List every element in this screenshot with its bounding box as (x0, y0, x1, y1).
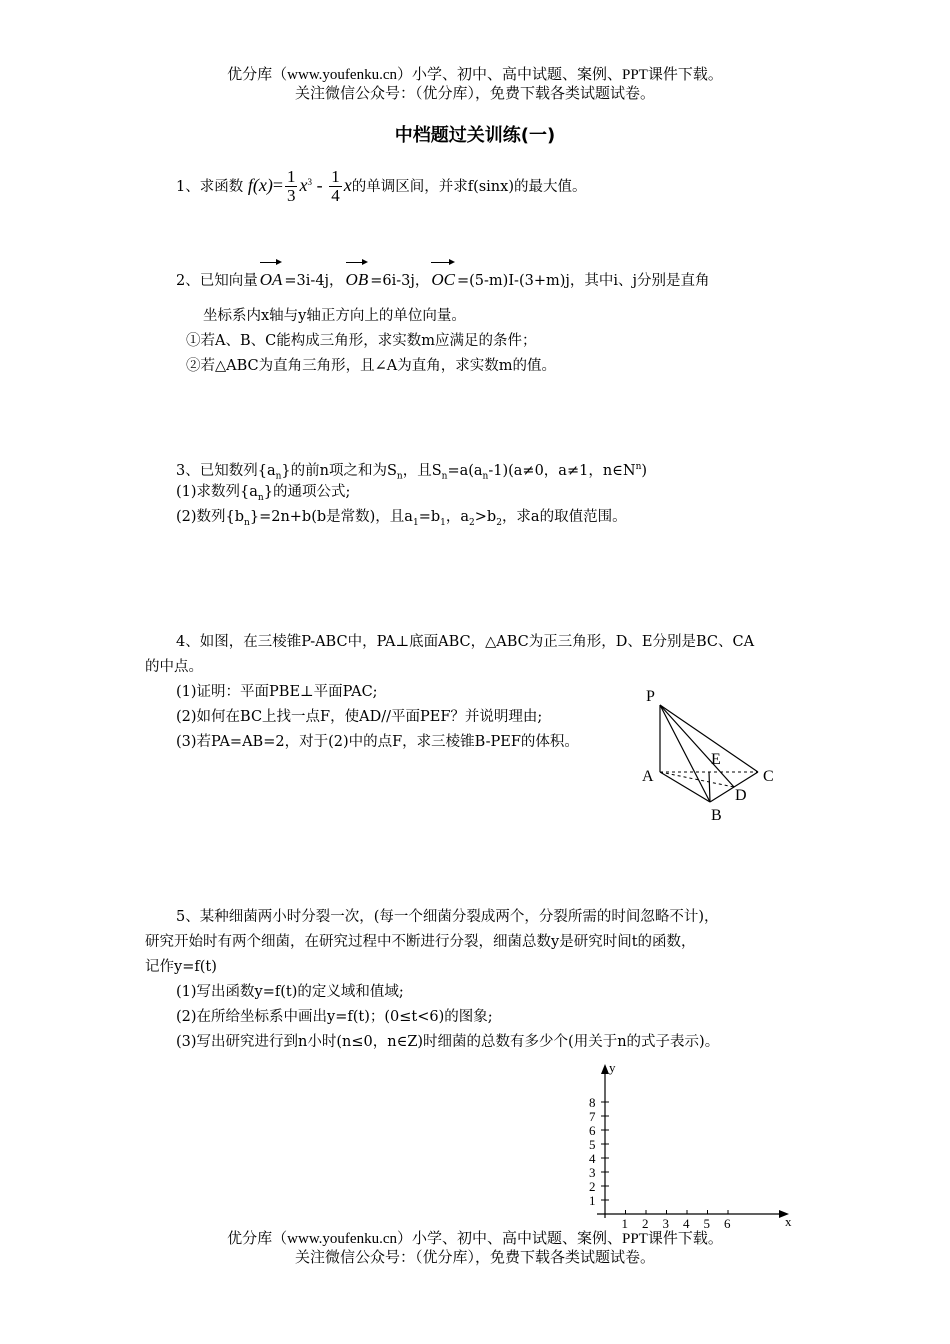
q1-frac1-den: 3 (286, 186, 296, 206)
q2-val-oa: =3i-4j， (284, 273, 344, 289)
q5-item-1: (1)写出函数y=f(t)的定义域和值域; (176, 984, 404, 1000)
q4-item-2: (2)如何在BC上找一点F，使AD//平面PEF？并说明理由; (176, 709, 543, 725)
x-tick-label: 1 (621, 1216, 628, 1231)
q4-line-2: 的中点。 (145, 659, 203, 675)
vector-oc: OC (431, 258, 455, 294)
segment-be (709, 772, 710, 802)
q3-l3-d: ，a (445, 509, 470, 525)
q3-l3-sub2: 1 (412, 517, 419, 528)
q1-fraction-1 (285, 168, 298, 205)
x-tick-label: 2 (642, 1216, 649, 1231)
q3-line-2 (176, 482, 350, 508)
footer-line-2: 关注微信公众号：（优分库），免费下载各类试题试卷。 (294, 1250, 655, 1266)
q2-item-2: ②若△ABC为直角三角形，且∠A为直角，求实数m的值。 (186, 358, 557, 374)
q3-l1-sup: n (635, 462, 642, 472)
q3-l3-sub1: n (244, 517, 250, 528)
edge-pc (660, 705, 758, 772)
y-tick-label: 6 (589, 1123, 596, 1138)
label-c: C (763, 768, 774, 785)
q1-prefix: 1、求函数 (176, 178, 244, 195)
y-tick-label: 7 (589, 1109, 596, 1124)
q1-frac1-num: 1 (286, 167, 296, 187)
vector-oa: OA (260, 258, 283, 294)
q3-line-3 (176, 507, 627, 533)
x-axis-label: x (785, 1214, 792, 1229)
q3-l2-sub: n (257, 492, 264, 503)
q1-fraction-2 (329, 168, 342, 205)
question-1 (176, 162, 586, 207)
header-line-1: 优分库（www.youfenku.cn）小学、初中、高中试题、案例、PPT课件下载。 (227, 67, 723, 83)
q3-l3-c: =b (418, 509, 441, 525)
q5-item-3: (3)写出研究进行到n小时(n≤0，n∈Z)时细菌的总数有多少个(用关于n的式子表示)。 (176, 1034, 720, 1050)
y-axis-arrow (601, 1064, 609, 1074)
q2-line-2: 坐标系内x轴与y轴正方向上的单位向量。 (203, 308, 466, 324)
y-tick-label: 8 (589, 1095, 596, 1110)
q3-l1-e: -1)(a≠0，a≠1，n∈N (488, 462, 636, 479)
q1-suffix: 的单调区间，并求f(sinx)的最大值。 (351, 178, 587, 195)
q3-l1-f: ) (641, 462, 648, 479)
pyramid-figure (630, 680, 790, 830)
label-b: B (711, 807, 722, 824)
label-p: P (646, 688, 655, 705)
y-tick-label: 1 (589, 1193, 596, 1208)
q3-l2-a: (1)求数列{a (176, 484, 258, 500)
q2-val-ob: =6i-3j， (370, 273, 430, 289)
x-tick-label: 3 (662, 1216, 669, 1231)
q4-item-1: (1)证明：平面PBE⊥平面PAC; (176, 684, 378, 700)
q3-l1-a: 3、已知数列{a (176, 462, 276, 479)
q1-frac2-num: 1 (331, 167, 340, 187)
q3-l1-sub2: n (396, 471, 403, 482)
q4-item-3: (3)若PA=AB=2，对于(2)中的点F，求三棱锥B-PEF的体积。 (176, 734, 579, 750)
y-tick-label: 5 (589, 1137, 596, 1152)
x-tick-label: 4 (683, 1216, 690, 1231)
q1-frac2-den: 4 (331, 186, 340, 206)
page-title: 中档题过关训练(一) (394, 125, 556, 146)
x-tick-label: 6 (724, 1216, 731, 1231)
footer-line-1: 优分库（www.youfenku.cn）小学、初中、高中试题、案例、PPT课件下载。 (227, 1231, 723, 1247)
q3-l1-c: ，且S (402, 462, 442, 479)
q1-minus: - (316, 174, 323, 195)
q1-exp3: 3 (307, 177, 312, 187)
q1-x3: x (299, 174, 308, 195)
label-d: D (735, 787, 747, 804)
q3-l2-b: }的通项公式; (263, 484, 351, 500)
q3-l3-f: ，求a的取值范围。 (501, 509, 627, 525)
question-2-line-1 (176, 258, 710, 295)
q3-l1-sub3: n (441, 471, 448, 482)
q3-l3-e: >b (474, 509, 497, 525)
q4-line-1: 4、如图，在三棱锥P-ABC中，PA⊥底面ABC，△ABC为正三角形，D、E分别是BC、CA (176, 634, 755, 650)
y-tick-label: 3 (589, 1165, 596, 1180)
q1-x1: x (343, 174, 352, 195)
q5-line-3: 记作y=f(t) (145, 959, 217, 975)
q2-prefix: 2、已知向量 (176, 273, 258, 289)
q2-val-oc: =(5-m)I-(3+m)j，其中i、j分别是直角 (456, 273, 710, 289)
q3-l1-d: =a(a (447, 462, 483, 479)
y-tick-label: 4 (589, 1151, 596, 1166)
q3-l3-b: }=2n+b(b是常数)，且a (249, 509, 413, 525)
q1-eq: = (272, 174, 283, 195)
label-a: A (642, 768, 654, 785)
x-tick-label: 5 (703, 1216, 710, 1231)
q5-line-1: 5、某种细菌两小时分裂一次，(每一个细菌分裂成两个，分裂所需的时间忽略不计)， (176, 909, 719, 925)
q5-item-2: (2)在所给坐标系中画出y=f(t)；(0≤t<6)的图象; (176, 1009, 493, 1025)
label-e: E (711, 751, 721, 768)
coordinate-axes (575, 1058, 800, 1243)
header-line-2: 关注微信公众号：（优分库），免费下载各类试题试卷。 (294, 86, 655, 102)
q3-l3-sub3: 1 (440, 517, 446, 528)
segment-pd (660, 705, 734, 787)
q3-l1-sub4: n (482, 471, 489, 482)
q3-l3-sub4: 2 (469, 517, 475, 528)
q3-l1-sub1: n (275, 471, 282, 482)
y-axis-label: y (609, 1060, 616, 1075)
q5-line-2: 研究开始时有两个细菌，在研究过程中不断进行分裂，细菌总数y是研究时间t的函数， (145, 934, 696, 950)
q1-fx: f(x) (247, 174, 273, 195)
vector-ob: OB (346, 258, 369, 294)
q3-l3-sub5: 2 (496, 517, 502, 528)
q3-l3-a: (2)数列{b (176, 509, 245, 525)
q3-l1-b: }的前n项之和为S (281, 462, 397, 479)
y-tick-label: 2 (589, 1179, 596, 1194)
q2-item-1: ①若A、B、C能构成三角形，求实数m应满足的条件； (186, 333, 537, 349)
